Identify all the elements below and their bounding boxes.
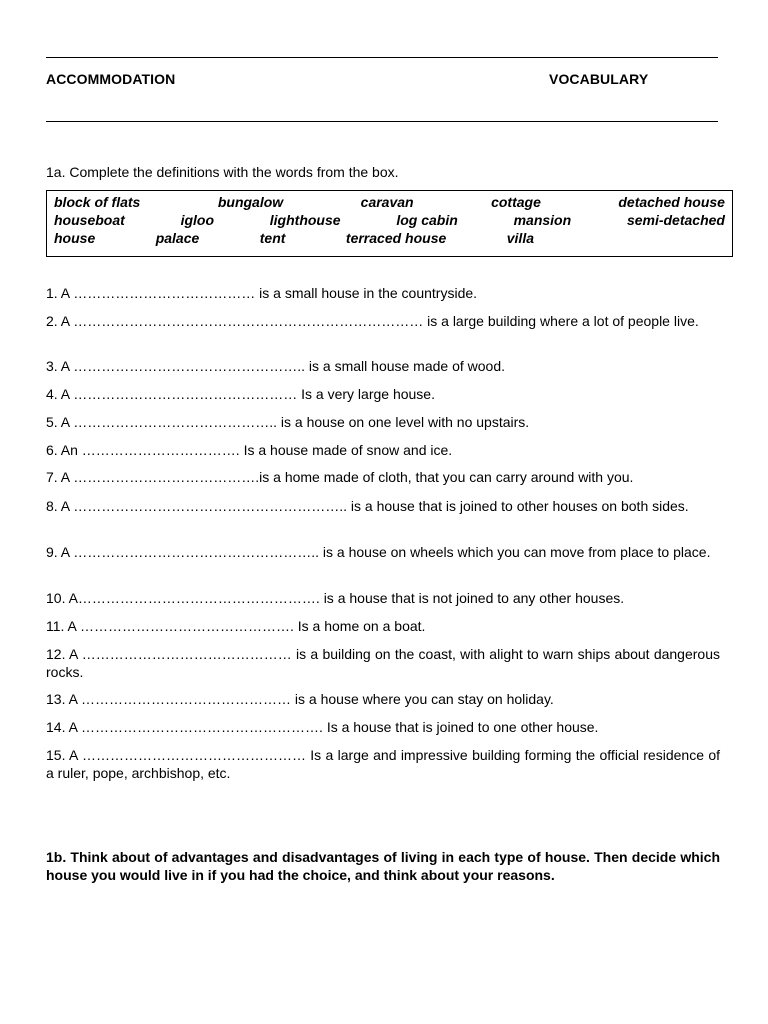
worksheet-topic-heading: ACCOMMODATION [46,71,176,87]
definition-item-8: 8. A ………………………………………………….. is a house that is joined to other houses on both sides. [46,498,689,514]
definition-item-13: 13. A ……………………………………… is a house where you can stay on holiday. [46,691,554,707]
word-box-item: house [54,230,96,246]
word-box-item: mansion [513,212,572,228]
word-box-item: block of flats [54,194,141,210]
word-box-item: tent [259,230,286,246]
word-box-item: villa [506,230,534,246]
definition-item-12: 12. A ……………………………………… is a building on the coast, with alight to warn ships about dangerous rocks. [46,646,720,680]
definition-item-3: 3. A ………………………………………….. is a small house made of wood. [46,358,506,374]
definition-item-1: 1. A ………………………………… is a small house in the countryside. [46,285,478,301]
definition-item-11: 11. A ………………………………………. Is a home on a boat. [46,618,426,634]
word-box-row [54,229,534,247]
definition-item-5: 5. A …………………………………….. is a house on one level with no upstairs. [46,414,530,430]
definition-item-9: 9. A …………………………………………….. is a house on wheels which you can move from place to place. [46,544,711,560]
word-box-item: palace [155,230,200,246]
word-box-item: bungalow [217,194,284,210]
word-box-row [54,211,725,229]
definition-item-6: 6. An ……………………………. Is a house made of snow and ice. [46,442,453,458]
definition-item-15: 15. A ………………………………………… Is a large and impressive building forming the official residence of a ruler, pope, archbishop, etc. [46,747,720,781]
word-box-item: caravan [360,194,414,210]
top-rule [46,57,718,58]
exercise-1a-instruction: 1a. Complete the definitions with the words from the box. [46,164,399,180]
word-box-item: semi-detached [626,212,725,228]
definition-item-14: 14. A ……………………………………………. Is a house that is joined to one other house. [46,719,599,735]
definition-item-10: 10. A……………………………………………. is a house that is not joined to any other houses. [46,590,625,606]
definition-item-4: 4. A ………………………………………… Is a very large house. [46,386,435,402]
definition-item-2: 2. A ………………………………………………………………… is a large building where a lot of people live. [46,313,699,329]
word-box-item: cottage [491,194,541,210]
definition-item-7: 7. A ………………………………….is a home made of cloth, that you can carry around with you. [46,469,634,485]
word-box-item: lighthouse [269,212,341,228]
word-box-item: houseboat [54,212,125,228]
header-bottom-rule [46,121,718,122]
word-box-row [54,193,725,211]
word-box-item: log cabin [396,212,458,228]
word-box-item: terraced house [345,230,447,246]
word-box [46,190,733,257]
word-box-item: igloo [180,212,214,228]
worksheet-category-heading: VOCABULARY [549,71,649,87]
exercise-1b-prompt: 1b. Think about of advantages and disadvantages of living in each type of house. Then decide which house you would live in if you had the choice, and think about your reasons. [46,849,720,883]
word-box-item: detached house [618,194,725,210]
